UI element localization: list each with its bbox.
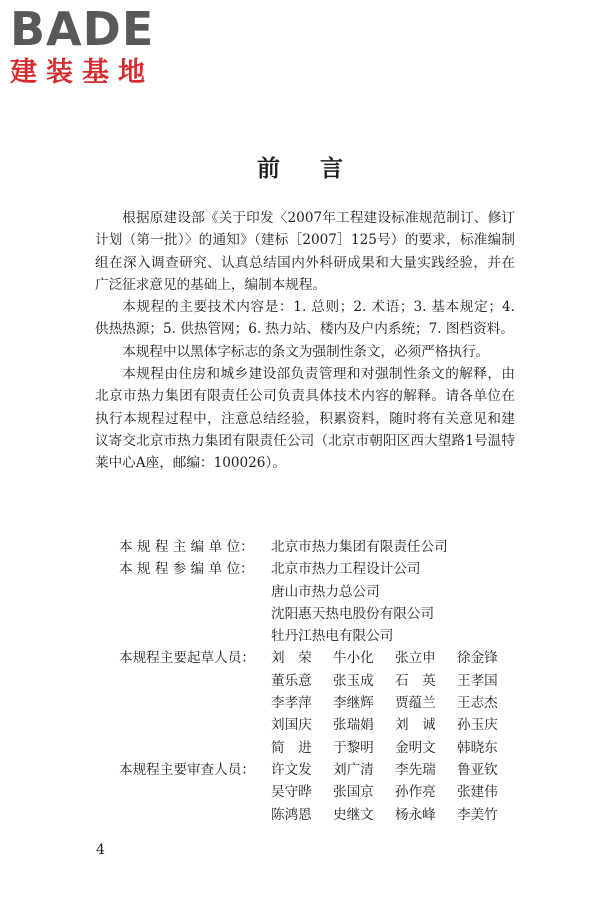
drafter-name: 王志杰 (457, 695, 498, 712)
logo-subtitle: 建装基地 (10, 57, 154, 88)
drafter-name: 刘 荣 (271, 650, 312, 667)
drafter-name: 李继辉 (333, 695, 374, 712)
paragraph: 本规程的主要技术内容是：1. 总则；2. 术语；3. 基本规定；4. 供热热源；5. 供热管网；6. 热力站、楼内及户内系统；7. 图档资料。 (95, 299, 515, 338)
drafter-name: 张立申 (395, 650, 436, 667)
chief-unit-row (119, 536, 529, 558)
reviewers-row (119, 759, 529, 826)
participating-unit: 唐山市热力总公司 (271, 583, 380, 600)
participating-unit: 牡丹江热电有限公司 (271, 628, 394, 645)
reviewers-names (271, 759, 529, 826)
reviewer-name: 孙作亮 (395, 784, 436, 801)
drafters-label: 本规程主要起草人员： (119, 650, 255, 667)
reviewer-name: 鲁亚钦 (457, 761, 498, 778)
logo (10, 4, 154, 90)
reviewer-name: 陈鸿恩 (271, 806, 312, 823)
drafter-name: 刘 诚 (395, 717, 436, 734)
credits (119, 536, 529, 826)
drafter-name: 张玉成 (333, 672, 374, 689)
paragraph: 本规程由住房和城乡建设部负责管理和对强制性条文的解释，由北京市热力集团有限责任公司负责具体技术内容的解释。请各单位在执行本规程过程中，注意总结经验，积累资料，随时将有关意见和建议寄交北京市热力集团有限责任公司（北京市朝阳区西大望路1号温特莱中心A座，邮编：100026）。 (95, 366, 515, 472)
drafter-name: 简 进 (271, 739, 312, 756)
drafter-name: 孙玉庆 (457, 717, 498, 734)
reviewers-label: 本规程主要审查人员： (119, 761, 255, 778)
reviewer-name: 许文发 (271, 761, 312, 778)
participating-unit: 沈阳惠天热电股份有限公司 (271, 605, 435, 622)
drafter-name: 贾蕴兰 (395, 695, 436, 712)
page-number: 4 (96, 842, 105, 858)
reviewer-name: 张建伟 (457, 784, 498, 801)
drafters-names (271, 647, 529, 758)
drafter-name: 王孝国 (457, 672, 498, 689)
paragraph: 本规程中以黑体字标志的条文为强制性条文，必须严格执行。 (122, 343, 490, 360)
drafter-name: 董乐意 (271, 672, 312, 689)
reviewer-name: 张国京 (333, 784, 374, 801)
drafter-name: 石 英 (395, 672, 436, 689)
drafter-name: 张瑞娟 (333, 717, 374, 734)
drafter-name: 牛小化 (333, 650, 374, 667)
reviewer-name: 吴守晔 (271, 784, 312, 801)
participating-units-label: 本 规 程 参 编 单 位： (119, 561, 254, 578)
reviewer-name: 刘广清 (333, 761, 374, 778)
paragraph: 根据原建设部《关于印发〈2007年工程建设标准规范制订、修订计划（第一批）〉的通知》（建标［2007］125号）的要求，标准编制组在深入调查研究、认真总结国内外科研成果和大量实践经验，并在广泛征求意见的基础上，编制本规程。 (95, 210, 515, 293)
drafter-name: 韩晓东 (457, 739, 498, 756)
page-title: 前言 (257, 155, 383, 182)
logo-word: BADE (10, 2, 155, 56)
drafter-name: 李孝萍 (271, 695, 312, 712)
reviewer-name: 史继文 (333, 806, 374, 823)
participating-units-row (119, 558, 529, 647)
chief-unit-label: 本 规 程 主 编 单 位： (119, 539, 254, 555)
chief-unit-value: 北京市热力集团有限责任公司 (271, 539, 448, 555)
reviewer-name: 李先瑞 (395, 761, 436, 778)
participating-unit: 北京市热力工程设计公司 (271, 561, 421, 578)
drafter-name: 徐金锋 (457, 650, 498, 667)
drafter-name: 于黎明 (333, 739, 374, 756)
drafter-name: 刘国庆 (271, 717, 312, 734)
reviewer-name: 杨永峰 (395, 806, 436, 823)
preface-body (95, 207, 515, 475)
drafters-row (119, 647, 529, 758)
reviewer-name: 李美竹 (457, 806, 498, 823)
drafter-name: 金明文 (395, 739, 436, 756)
